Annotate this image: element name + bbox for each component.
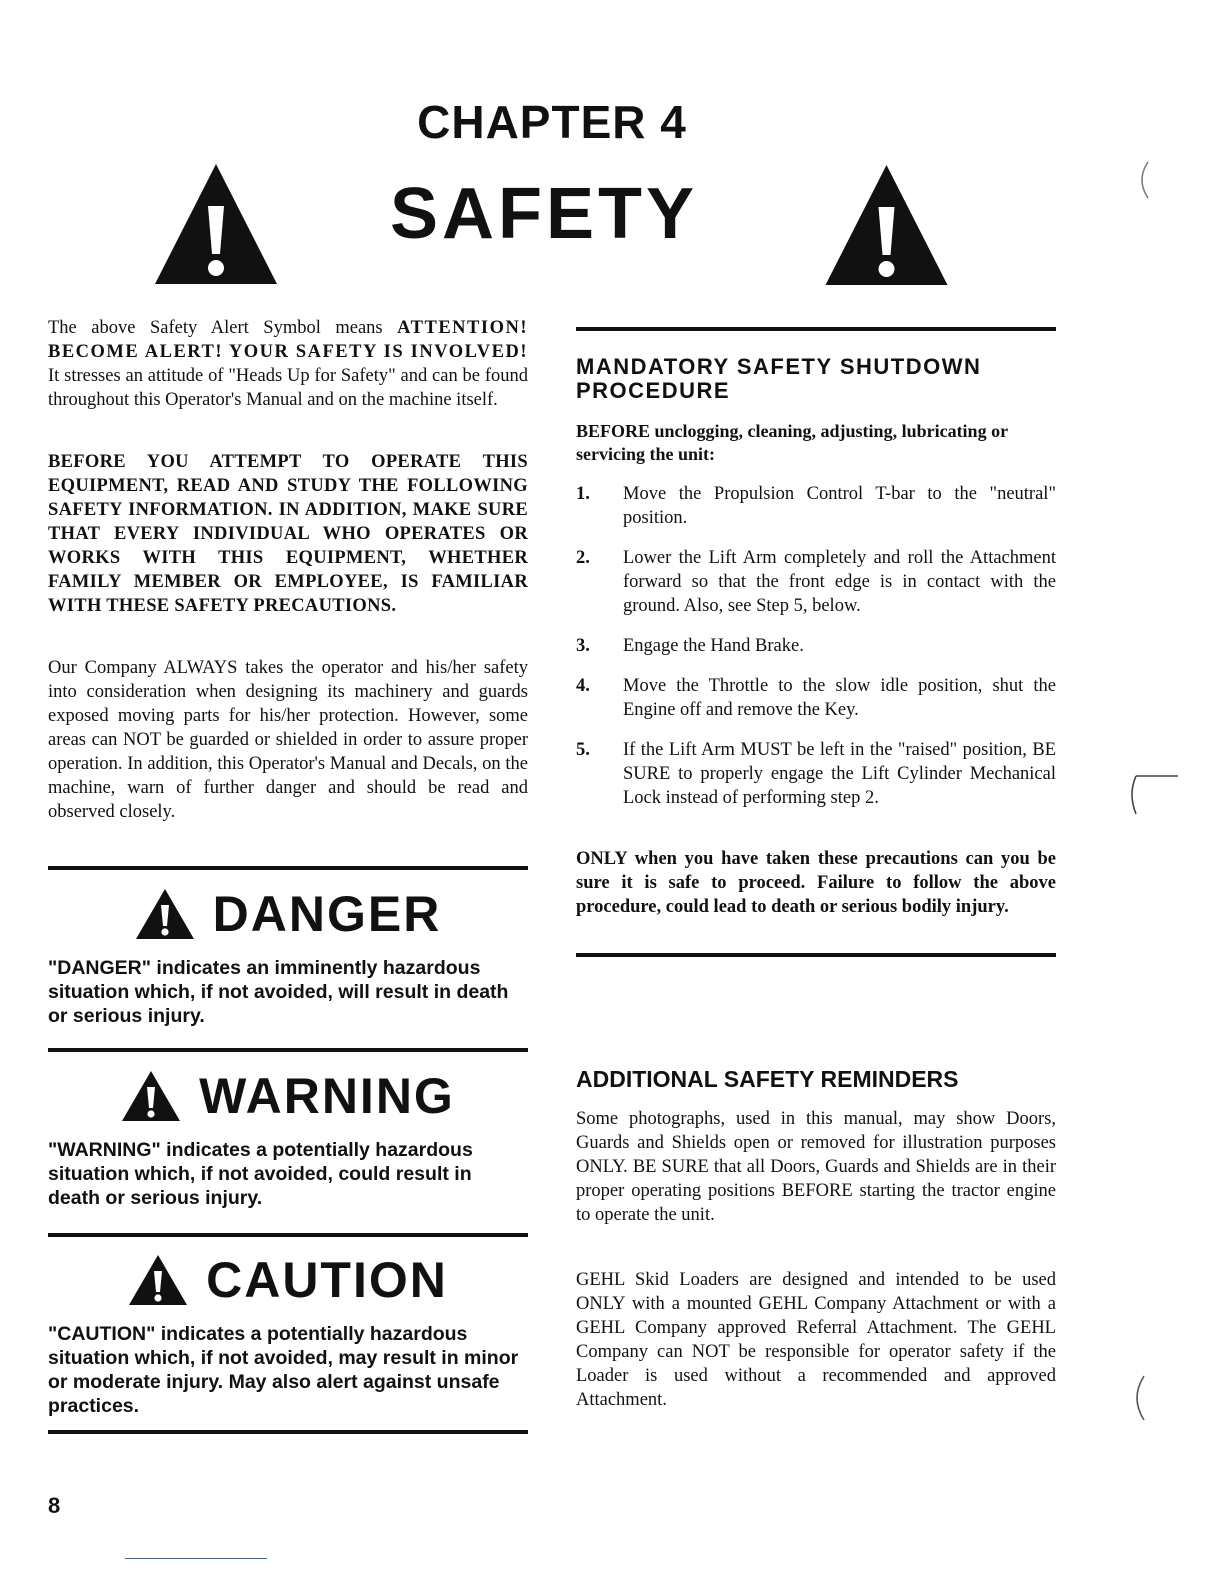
shutdown-step	[576, 634, 1056, 658]
step-text: Move the Throttle to the slow idle position, shut the Engine off and remove the Key.	[623, 676, 1056, 720]
shutdown-steps-list	[576, 482, 1056, 810]
safety-alert-icon-right	[824, 163, 950, 287]
reminders-paragraph-1: Some photographs, used in this manual, may show Doors, Guards and Shields open or removed for illustration purposes ONLY. BE SURE that all Doors, Guards and Shields are in their proper operating positions BEFORE starting the tractor engine to operate the unit.	[576, 1109, 1056, 1225]
intro-paragraph	[48, 316, 528, 412]
shutdown-bottom-rule	[576, 953, 1056, 957]
caution-bottom-rule	[48, 1430, 528, 1434]
step-text: Lower the Lift Arm completely and roll the Attachment forward so that the front edge is in contact with the ground. Also, see Step 5, below.	[623, 548, 1056, 616]
warning-alert-icon	[121, 1070, 181, 1122]
shutdown-step	[576, 738, 1056, 810]
shutdown-step	[576, 674, 1056, 722]
step-number: 2.	[576, 548, 590, 568]
warning-description: "WARNING" indicates a potentially hazardous situation which, if not avoided, could result in death or serious injury.	[48, 1139, 473, 1209]
company-paragraph: Our Company ALWAYS takes the operator and his/her safety into consideration when designing its machinery and guards exposed moving parts for his/her protection. However, some areas can NOT be guarded or shielded in order to assure proper operation. In addition, this Operator's Manual and Decals, on the machine, warn of further danger and should be read and observed closely.	[48, 658, 528, 822]
shutdown-step	[576, 546, 1056, 618]
caution-alert-icon	[128, 1254, 188, 1306]
chapter-heading: CHAPTER 4	[417, 96, 687, 148]
caution-header	[48, 1248, 528, 1312]
margin-hole-mark	[1124, 770, 1180, 820]
caution-top-rule	[48, 1233, 528, 1237]
intro-text-start: The above Safety Alert Symbol means	[48, 318, 398, 338]
before-operate-paragraph: BEFORE YOU ATTEMPT TO OPERATE THIS EQUIPMENT, READ AND STUDY THE FOLLOWING SAFETY INFORMATION. IN ADDITION, MAKE SURE THAT EVERY INDIVIDUAL WHO OPERATES OR WORKS WITH THIS EQUIPMENT, WHETHER FAMILY MEMBER OR EMPLOYEE, IS FAMILIAR WITH THESE SAFETY PRECAUTIONS.	[48, 452, 528, 616]
margin-hole-mark	[1132, 160, 1152, 200]
step-number: 1.	[576, 484, 590, 504]
danger-label: DANGER	[212, 886, 442, 942]
warning-top-rule	[48, 1048, 528, 1052]
shutdown-closing: ONLY when you have taken these precautions can you be sure it is safe to proceed. Failure to follow the above procedure, could lead to death or serious bodily injury.	[576, 849, 1056, 917]
danger-top-rule	[48, 866, 528, 870]
step-text: Engage the Hand Brake.	[623, 636, 804, 656]
caution-description: "CAUTION" indicates a potentially hazardous situation which, if not avoided, may result in minor or moderate injury. May also alert against unsafe practices.	[48, 1323, 519, 1417]
step-number: 3.	[576, 636, 590, 656]
margin-hole-mark	[1126, 1372, 1150, 1424]
shutdown-intro: BEFORE unclogging, cleaning, adjusting, lubricating or servicing the unit:	[576, 421, 1008, 464]
warning-header	[48, 1064, 528, 1128]
step-number: 5.	[576, 740, 590, 760]
caution-label: CAUTION	[206, 1252, 448, 1308]
step-text: Move the Propulsion Control T-bar to the "neutral" position.	[623, 484, 1056, 528]
reminders-paragraph-2: GEHL Skid Loaders are designed and intended to be used ONLY with a mounted GEHL Company Attachment or with a GEHL Company approved Referral Attachment. The GEHL Company can NOT be responsible for operator safety if the Loader is used without a recommended and approved Attachment.	[576, 1270, 1056, 1410]
danger-header	[48, 882, 528, 946]
page-number: 8	[48, 1493, 61, 1518]
intro-bold-text: ATTENTION! BECOME ALERT! YOUR SAFETY IS INVOLVED!	[48, 318, 528, 362]
danger-alert-icon	[135, 888, 195, 940]
danger-description: "DANGER" indicates an imminently hazardous situation which, if not avoided, will result in death or serious injury.	[48, 957, 509, 1027]
step-text: If the Lift Arm MUST be left in the "raised" position, BE SURE to properly engage the Lift Cylinder Mechanical Lock instead of performing step 2.	[623, 740, 1056, 808]
shutdown-step	[576, 482, 1056, 530]
safety-alert-icon-left	[154, 162, 279, 286]
reminders-heading: ADDITIONAL SAFETY REMINDERS	[576, 1066, 959, 1092]
intro-text-end: It stresses an attitude of "Heads Up for Safety" and can be found throughout this Operator's Manual and on the machine itself.	[48, 366, 528, 410]
warning-label: WARNING	[199, 1068, 455, 1124]
shutdown-heading: MANDATORY SAFETY SHUTDOWN PROCEDURE	[576, 354, 982, 403]
page-title: SAFETY	[389, 174, 699, 254]
step-number: 4.	[576, 676, 590, 696]
shutdown-top-rule	[576, 327, 1056, 331]
footer-line	[125, 1558, 267, 1559]
